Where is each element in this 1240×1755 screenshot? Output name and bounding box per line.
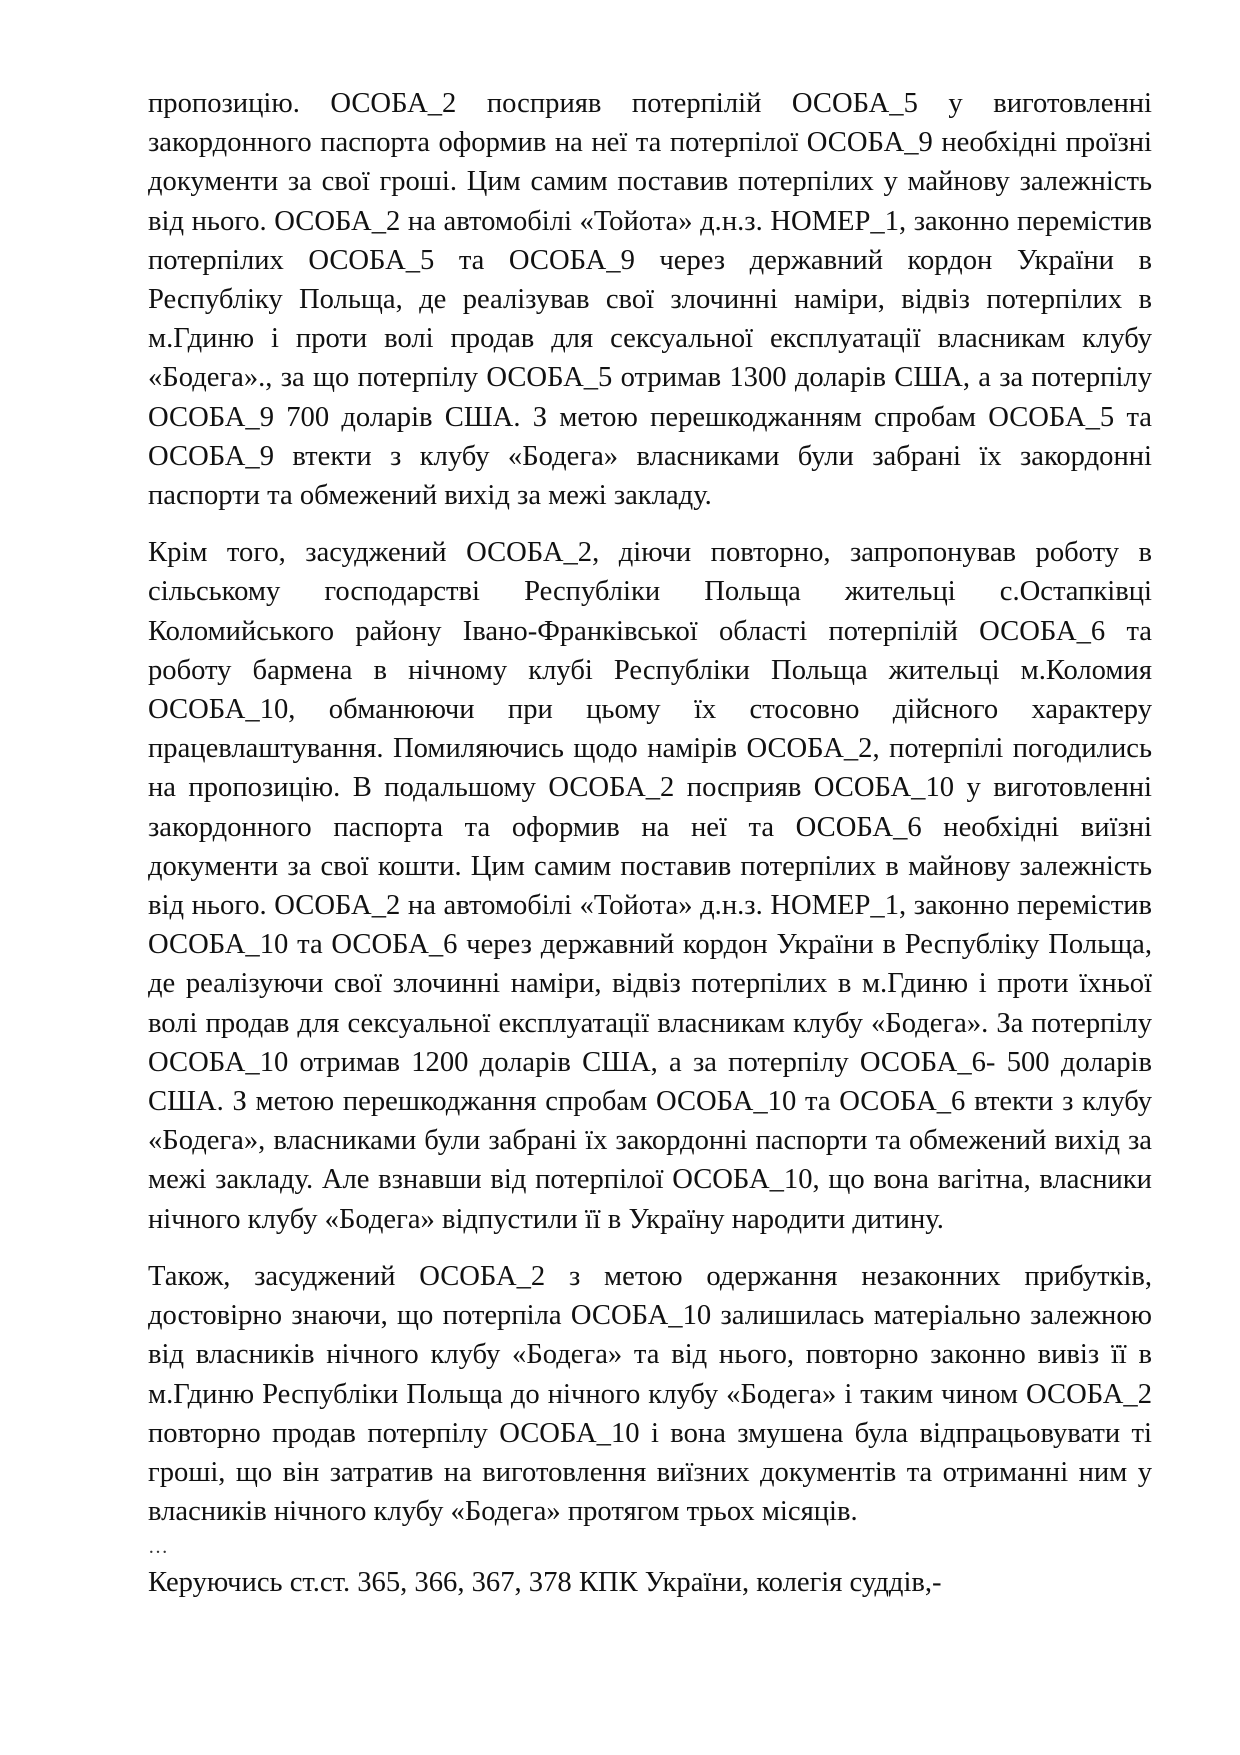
closing-line: Керуючись ст.ст. 365, 366, 367, 378 КПК України, колегія суддів,- bbox=[148, 1567, 942, 1599]
paragraph-3: Також, засуджений ОСОБА_2 з метою одержання незаконних прибутків, достовірно знаючи, що потерпіла ОСОБА_10 залишилась матеріально залежною від власників нічного клубу «Бодега» та від нього, повторно законно вивіз її в м.Гдиню Республіки Польща до нічного клубу «Бодега» і таким чином ОСОБА_2 повторно продав потерпілу ОСОБА_10 і вона змушена була відпрацьовувати ті гроші, що він затратив на виготовлення виїзних документів та отриманні ним у власників нічного клубу «Бодега» протягом трьох місяців. bbox=[148, 1260, 1152, 1528]
paragraph-2: Крім того, засуджений ОСОБА_2, діючи повторно, запропонував роботу в сільському господарстві Республіки Польща жительці с.Остапківці Коломийського району Івано-Франківської області потерпілій ОСОБА_6 та роботу бармена в нічному клубі Республіки Польща жительці м.Коломия ОСОБА_10, обманюючи при цьому їх стосовно дійсного характеру працевлаштування. Помиляючись щодо намірів ОСОБА_2, потерпілі погодились на пропозицію. В подальшому ОСОБА_2 посприяв ОСОБА_10 у виготовленні закордонного паспорта та оформив на неї та ОСОБА_6 необхідні виїзні документи за свої кошти. Цим самим поставив потерпілих в майнову залежність від нього. ОСОБА_2 на автомобілі «Тойота» д.н.з. НОМЕР_1, законно перемістив ОСОБА_10 та ОСОБА_6 через державний кордон України в Республіку Польща, де реалізуючи свої злочинні наміри, відвіз потерпілих в м.Гдиню і проти їхньої волі продав для сексуальної експлуатації власникам клубу «Бодега». За потерпілу ОСОБА_10 отримав 1200 доларів США, а за потерпілу ОСОБА_6- 500 доларів США. З метою перешкоджання спробам ОСОБА_10 та ОСОБА_6 втекти з клубу «Бодега», власниками були забрані їх закордонні паспорти та обмежений вихід за межі закладу. Але взнавши від потерпілої ОСОБА_10, що вона вагітна, власники нічного клубу «Бодега» відпустили її в Україну народити дитину. bbox=[148, 537, 1152, 1235]
document-page bbox=[148, 84, 1152, 1603]
ellipsis-marker: … bbox=[148, 1536, 168, 1559]
paragraph-1: пропозицію. ОСОБА_2 посприяв потерпілій ОСОБА_5 у виготовленні закордонного паспорта оформив на неї та потерпілої ОСОБА_9 необхідні проїзні документи за свої гроші. Цим самим поставив потерпілих у майнову залежність від нього. ОСОБА_2 на автомобілі «Тойота» д.н.з. НОМЕР_1, законно перемістив потерпілих ОСОБА_5 та ОСОБА_9 через державний кордон України в Республіку Польща, де реалізував свої злочинні наміри, відвіз потерпілих в м.Гдиню і проти волі продав для сексуальної експлуатації власникам клубу «Бодега»., за що потерпілу ОСОБА_5 отримав 1300 доларів США, а за потерпілу ОСОБА_9 700 доларів США. З метою перешкоджанням спробам ОСОБА_5 та ОСОБА_9 втекти з клубу «Бодега» власниками були забрані їх закордонні паспорти та обмежений вихід за межі закладу. bbox=[148, 88, 1152, 512]
